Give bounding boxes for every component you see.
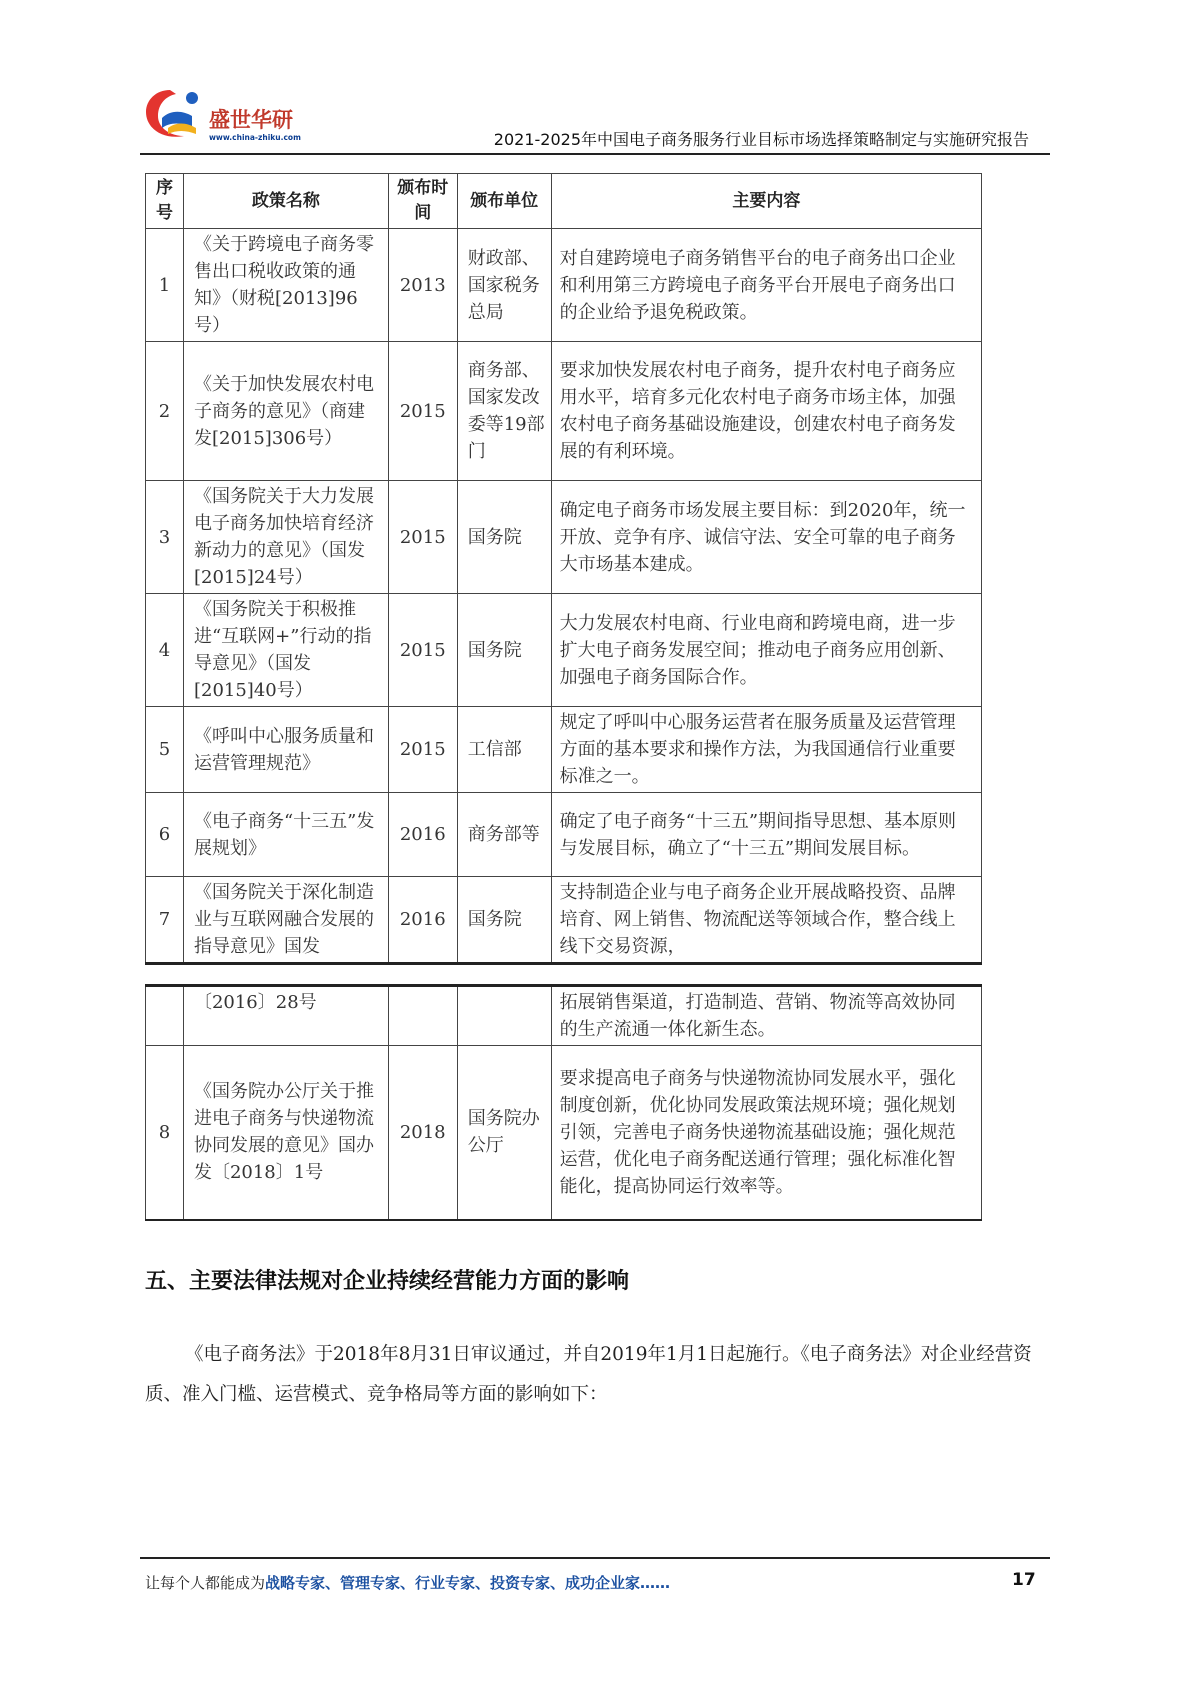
table-row: [146, 793, 982, 877]
cell-year: 2015: [388, 594, 457, 707]
table-row: [146, 877, 982, 964]
footer-divider: [140, 1557, 1050, 1559]
table-row: [146, 707, 982, 793]
cell-policy-name: 《关于加快发展农村电子商务的意见》（商建发[2015]306号）: [183, 342, 388, 481]
cell-year: 2018: [388, 1046, 457, 1220]
logo-url: www.china-zhiku.com: [209, 133, 301, 142]
cell-unit: 国务院: [457, 877, 551, 964]
cell-year: 2015: [388, 342, 457, 481]
cell-no: 8: [146, 1046, 184, 1220]
cell-policy-name: 《呼叫中心服务质量和运营管理规范》: [183, 707, 388, 793]
cell-no: 7: [146, 877, 184, 964]
cell-content: 规定了呼叫中心服务运营者在服务质量及运营管理方面的基本要求和操作方法，为我国通信行业重要标准之一。: [551, 707, 981, 793]
cell-policy-name: 《国务院办公厅关于推进电子商务与快递物流协同发展的意见》国办发〔2018〕1号: [183, 1046, 388, 1220]
cell-no: [146, 986, 184, 1046]
page-header: [0, 0, 1191, 160]
cell-policy-name: 〔2016〕28号: [183, 986, 388, 1046]
cell-unit: 工信部: [457, 707, 551, 793]
table-row: [146, 594, 982, 707]
header-main-content: 主要内容: [551, 174, 981, 229]
logo-name: 盛世华研: [209, 108, 293, 132]
footer-slogan-lead: 让每个人都能成为: [145, 1574, 266, 1592]
cell-no: 6: [146, 793, 184, 877]
cell-year: 2013: [388, 229, 457, 342]
cell-unit: 国务院: [457, 481, 551, 594]
table-row-continuation: [146, 986, 982, 1046]
cell-no: 5: [146, 707, 184, 793]
policy-table: [145, 173, 982, 965]
cell-content: 大力发展农村电商、行业电商和跨境电商，进一步扩大电子商务发展空间；推动电子商务应用创新、加强电子商务国际合作。: [551, 594, 981, 707]
report-title: 2021-2025年中国电子商务服务行业目标市场选择策略制定与实施研究报告: [493, 130, 1029, 149]
header-policy-name: 政策名称: [183, 174, 388, 229]
cell-content: 对自建跨境电子商务销售平台的电子商务出口企业和利用第三方跨境电子商务平台开展电子商务出口的企业给予退免税政策。: [551, 229, 981, 342]
cell-content: 拓展销售渠道，打造制造、营销、物流等高效协同的生产流通一体化新生态。: [551, 986, 981, 1046]
cell-unit: 国务院办公厅: [457, 1046, 551, 1220]
cell-policy-name: 《电子商务“十三五”发展规划》: [183, 793, 388, 877]
cell-year: 2015: [388, 707, 457, 793]
cell-content: 要求提高电子商务与快递物流协同发展水平，强化制度创新，优化协同发展政策法规环境；强化规划引领，完善电子商务快递物流基础设施；强化规范运营，优化电子商务配送通行管理；强化标准化智能化，提高协同运行效率等。: [551, 1046, 981, 1220]
cell-content: 要求加快发展农村电子商务，提升农村电子商务应用水平，培育多元化农村电子商务市场主体，加强农村电子商务基础设施建设，创建农村电子商务发展的有利环境。: [551, 342, 981, 481]
footer-slogan: [145, 1572, 670, 1593]
cell-policy-name: 《国务院关于大力发展电子商务加快培育经济新动力的意见》（国发[2015]24号）: [183, 481, 388, 594]
cell-unit: [457, 986, 551, 1046]
cell-unit: 商务部等: [457, 793, 551, 877]
table-row: [146, 342, 982, 481]
cell-content: 确定了电子商务“十三五”期间指导思想、基本原则与发展目标，确立了“十三五”期间发展目标。: [551, 793, 981, 877]
cell-year: 2016: [388, 793, 457, 877]
page-number: 17: [1012, 1570, 1036, 1590]
cell-year: 2015: [388, 481, 457, 594]
header-divider: [140, 153, 1050, 155]
cell-no: 1: [146, 229, 184, 342]
table-header-row: [146, 174, 982, 229]
header-no: 序号: [146, 174, 184, 229]
cell-content: 确定电子商务市场发展主要目标：到2020年，统一开放、竞争有序、诚信守法、安全可靠的电子商务大市场基本建成。: [551, 481, 981, 594]
policy-table-continued: [145, 984, 982, 1221]
header-issue-year: 颁布时间: [388, 174, 457, 229]
cell-no: 3: [146, 481, 184, 594]
cell-policy-name: 《国务院关于深化制造业与互联网融合发展的指导意见》国发: [183, 877, 388, 964]
table-row: [146, 481, 982, 594]
section-heading: 五、主要法律法规对企业持续经营能力方面的影响: [145, 1269, 630, 1294]
table-row: [146, 1046, 982, 1220]
header-issuing-unit: 颁布单位: [457, 174, 551, 229]
cell-year: 2016: [388, 877, 457, 964]
footer-slogan-highlight: 战略专家、管理专家、行业专家、投资专家、成功企业家……: [265, 1574, 671, 1592]
cell-policy-name: 《国务院关于积极推进“互联网+”行动的指导意见》（国发[2015]40号）: [183, 594, 388, 707]
cell-unit: 国务院: [457, 594, 551, 707]
cell-no: 4: [146, 594, 184, 707]
cell-policy-name: 《关于跨境电子商务零售出口税收政策的通知》（财税[2013]96号）: [183, 229, 388, 342]
cell-unit: 财政部、国家税务总局: [457, 229, 551, 342]
cell-no: 2: [146, 342, 184, 481]
cell-unit: 商务部、国家发改委等19部门: [457, 342, 551, 481]
table-row: [146, 229, 982, 342]
body-paragraph: 《电子商务法》于2018年8月31日审议通过，并自2019年1月1日起施行。《电子商务法》对企业经营资质、准入门槛、运营模式、竞争格局等方面的影响如下：: [145, 1344, 1032, 1405]
cell-content: 支持制造企业与电子商务企业开展战略投资、品牌培育、网上销售、物流配送等领域合作，整合线上线下交易资源，: [551, 877, 981, 964]
cell-year: [388, 986, 457, 1046]
